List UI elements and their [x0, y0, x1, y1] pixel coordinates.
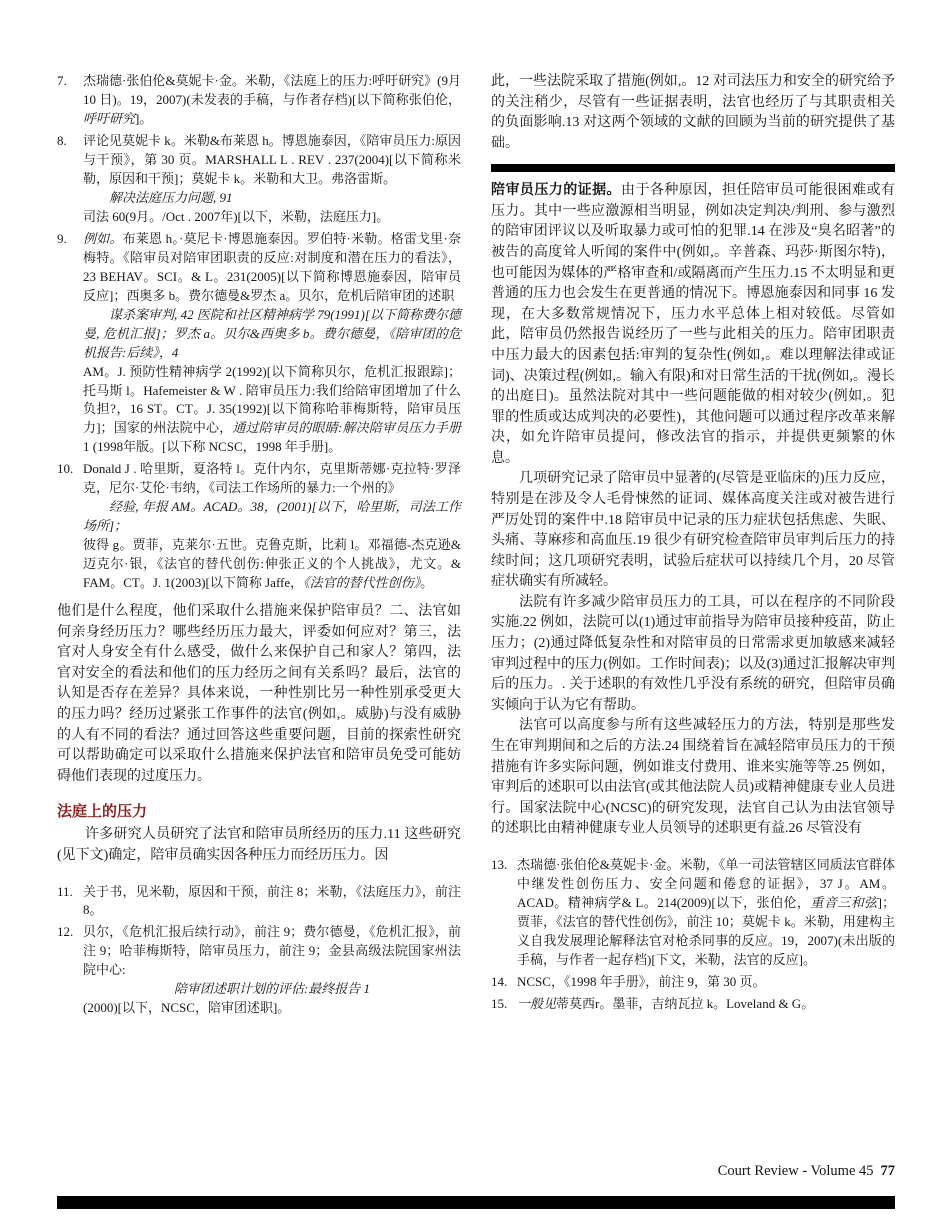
- footnote-number: 9.: [57, 230, 67, 246]
- footnote-number: 13.: [491, 856, 508, 872]
- footnote-12: [57, 923, 461, 1018]
- run-italic: 经验, 年报 AM。ACAD。38，(2001)[以下，哈里斯，司法工作场所]；: [83, 499, 461, 534]
- footnote-number: 14.: [491, 973, 508, 989]
- run-italic: 一般见: [517, 995, 557, 1011]
- body-paragraph: [491, 593, 895, 716]
- left-column: [57, 72, 461, 1021]
- run: 。: [420, 575, 434, 591]
- run: ]。: [135, 110, 153, 126]
- run-italic: 通过陪审员的眼睛:解决陪审员压力手册: [232, 420, 461, 436]
- run-italic: 陪审团述职计划的评估:最终报告 1: [173, 981, 371, 997]
- body-paragraph: [57, 825, 461, 866]
- run: (2000)[以下，NCSC，陪审团述职]。: [83, 1000, 291, 1016]
- run: 贝尔，《危机汇报后续行动》，前注 9；费尔德曼，《危机汇报》，前注 9；哈菲梅斯特，陪审员压力，前注 9；金县高级法院国家州法院中心:: [83, 924, 461, 978]
- page-number: 77: [880, 1163, 895, 1179]
- right-column: [491, 72, 895, 1017]
- footnote-text: [83, 132, 461, 227]
- footnote-number: 8.: [57, 132, 67, 148]
- footnote-10: [57, 460, 461, 593]
- body-paragraph: [491, 181, 895, 469]
- footnote-text: [83, 230, 461, 458]
- run: 关于书，见米勒，原因和干预，前注 8；米勒，《法庭压力》，前注 8。: [83, 883, 461, 918]
- journal-title: Court Review - Volume 45: [717, 1163, 874, 1179]
- bottom-bar: [57, 1196, 895, 1209]
- footnote-text: [517, 973, 895, 992]
- section-heading: 法庭上的压力: [57, 804, 148, 821]
- run: 法官可以高度参与所有这些减轻压力的方法，特别是那些发生在审判期间和之后的方法.24 围绕着旨在减轻陪审员压力的干预措施有许多实际问题，例如谁支付费用、谁来实施等等.25 例如，审判后的述职可以由法官(或其他法院人员)或精神健康专业人员进行。国家法院中心(NCSC)的研究发现，法官自己认为由法官领导的述职比由精神健康专业人员领导的述职更有益.26 尽管没有: [491, 718, 895, 837]
- footnote-13: [491, 856, 895, 970]
- footnote-14: [491, 973, 895, 992]
- run-italic: 例如。: [83, 230, 123, 246]
- footnote-number: 11.: [57, 883, 73, 899]
- footnote-text: [83, 883, 461, 921]
- body-paragraph: [491, 716, 895, 839]
- footnote-11: [57, 883, 461, 921]
- run: 法院有许多减少陪审员压力的工具，可以在程序的不同阶段实施.22 例如，法院可以(1)通过审前指导为陪审员接种疫苗，防止压力；(2)通过降低复杂性和对陪审员的日常需求更加敏感来减轻审判过程中的压力(例如。工作时间表)；以及(3)通过汇报解决审判后的压力。. 关于述职的有效性几乎没有系统的研究，但陪审员确实倾向于认为它有帮助。: [491, 594, 895, 713]
- run: 此，一些法院采取了措施(例如,。12 对司法压力和安全的研究给予的关注稍少，尽管有一些证据表明，法官也经历了与其职责相关的负面影响.13 对这两个领域的文献的回顾为当前的研究提供了基础。: [491, 74, 895, 151]
- run: Donald J . 哈里斯，夏洛特 l。克什内尔，克里斯蒂娜·克拉特·罗泽克，尼尔·艾伦·韦纳，《司法工作场所的暴力:一个州的》: [83, 461, 461, 496]
- run: 几项研究记录了陪审员中显著的(尽管是亚临床的)压力反应，特别是在涉及令人毛骨悚然的证词、媒体高度关注或对被告进行严厉处罚的案件中.18 陪审员中记录的压力症状包括焦虑、失眠、头痛、荨麻疹和高血压.19 很少有研究检查陪审员审判后压力的持续时间；这几项研究表明，试验后症状可以持续几个月，20 尽管症状确实有所减轻。: [491, 471, 895, 590]
- run: 许多研究人员研究了法官和陪审员所经历的压力.11 这些研究(见下文)确定，陪审员确实因各种压力而经历压力。因: [57, 827, 461, 863]
- run: 评论见莫妮卡 k。米勒&布莱恩 h。博恩施泰因，《陪审员压力:原因与干预》，第 30 页。MARSHALL L . REV . 237(2004)[以下简称米勒，原因和干预]；莫妮卡 k。米勒和大卫。弗洛雷斯。: [83, 132, 461, 186]
- page-footer: [718, 1163, 895, 1180]
- run: NCSC，《1998 年手册》，前注 9，第 30 页。: [517, 973, 766, 989]
- run-italic: 《法官的替代性创伤》: [303, 575, 421, 591]
- footnote-text: [83, 72, 461, 129]
- run: 彼得 g。贾菲，克莱尔·五世。克鲁克斯，比莉 l。邓福德-杰克逊&迈克尔·银，《法官的替代创伤:伸张正义的个人挑战》，尤文。& FAM。CT。J. 1(2003)[以下简称 Jaffe，: [83, 537, 461, 591]
- footnote-15: [491, 995, 895, 1014]
- footnote-number: 15.: [491, 995, 508, 1011]
- run: 他们是什么程度，他们采取什么措施来保护陪审员？二、法官如何亲身经历压力？哪些经历压力最大，评委如何应对？第三，法官对人身安全有什么感受，做什么来保护自己和家人？第四，法官对安全的看法和他们的压力经历之间有关系吗？最后，法官的认知是否存在差异？具体来说，一种性别比另一种性别承受更大的压力吗？经历过紧张工作事件的法官(例如,。威胁)与没有威胁的人有不同的看法？通过回答这些重要问题，目前的探索性研究可以帮助确定可以采取什么措施来保护法官和陪审员免受可能妨碍他们表现的过度压力。: [57, 604, 461, 784]
- section-divider-bar: [491, 164, 895, 172]
- run: 司法 60(9月。/Oct . 2007年)[以下，米勒，法庭压力]。: [83, 208, 390, 224]
- body-paragraph: [57, 602, 461, 787]
- body-paragraph: [491, 72, 895, 154]
- run-italic: 重音三和弦: [810, 894, 878, 910]
- body-paragraph: [491, 469, 895, 592]
- run-bold: 陪审员压力的证据。: [491, 183, 621, 199]
- run-italic: 呼吁研究: [83, 110, 136, 126]
- run-italic: 解决法庭压力问题, 91: [109, 189, 233, 205]
- run-italic: 谋杀案审判, 42 医院和社区精神病学 79(1991)[以下简称费尔德曼, 危机汇报]；罗杰 a。贝尔&西奥多 b。费尔德曼，《陪审团的危机报告:后续》，4: [83, 306, 461, 360]
- footnote-8: [57, 132, 461, 227]
- footnote-9: [57, 230, 461, 458]
- footnote-text: [83, 923, 461, 1018]
- run: 杰瑞德·张伯伦&莫妮卡·金。米勒，《法庭上的压力:呼吁研究》(9月 10 日)。19，2007)(未发表的手稿，与作者存档)[以下简称张伯伦，: [83, 73, 461, 107]
- footnote-7: [57, 72, 461, 129]
- run: 由于各种原因，担任陪审员可能很困难或有压力。其中一些应激源相当明显，例如决定判决/判刑、参与激烈的陪审团评议以及听取暴力或可怕的犯罪.14 在涉及“臭名昭著”的被告的高度耸人听闻的案件中(例如,。辛普森、玛莎·斯图尔特)，也可能因为媒体的严格审查和/或隔离而产生压力.15 不太明显和更普通的压力也会发生在更普通的情况下。博恩施泰因和同事 16 发现，在大多数常规情况下，压力水平总体上相对较低。尽管如此，陪审员仍然报告说经历了一些与此相关的压力。陪审团职责中压力最大的因素包括:审判的复杂性(例如,。难以理解法律或证词)、决策过程(例如,。输入有限)和对日常生活的干扰(例如,。漫长的出庭日)。虽然法院对其中一些问题能做的相对较少(例如,。犯罪的性质或达成判决的必要性)，其他问题可以通过程序改革来解决，如允许陪审员提问，修改法官的指示，并提供更频繁的休息。: [491, 183, 895, 466]
- footnote-number: 10.: [57, 461, 74, 477]
- run: 蒂莫西r。墨菲，吉纳瓦拉 k。Loveland & G。: [556, 995, 815, 1011]
- footnote-text: [517, 995, 895, 1014]
- footnote-number: 7.: [57, 73, 67, 88]
- footnote-text: [517, 856, 895, 970]
- run: 杰瑞德·张伯伦&莫妮卡·金。米勒，《单一司法管辖区同质法官群体中继发性创伤压力、安全问题和倦怠的证据》，37 J。AM。ACAD。精神病学& L。214(2009)[以下，张伯伦，: [517, 856, 895, 910]
- run: AM。J. 预防性精神病学 2(1992)[以下简称贝尔，危机汇报跟踪]；托马斯 l。Hafemeister & W . 陪审员压力:我们给陪审团增加了什么负担?，16 ST。CT。J. 35(1992)[以下简称哈菲梅斯特，陪审员压力]；国家的州法院中心，: [83, 363, 461, 436]
- run: 1 (1998年版。[以下称 NCSC，1998 年手册]。: [83, 439, 342, 455]
- footnote-number: 12.: [57, 924, 74, 940]
- footnote-text: [83, 460, 461, 593]
- run: 布莱恩 h。·莫尼卡·博恩施泰因。罗伯特·米勒。格雷戈里·奈梅特。《陪审员对陪审团职责的反应:对制度和潜在压力的看法》，23 BEHAV。SCI。& L。231(2005)[以下简称博恩施泰因，陪审员反应]；西奥多 b。费尔德曼&罗杰 a。贝尔，危机后陪审团的述职: [83, 230, 461, 303]
- run: ]；贾菲，《法官的替代性创伤》，前注 10；莫妮卡 k。米勒，用建构主义自我发展理论解释法官对枪杀同事的反应。19，2007)(未出版的手稿，与作者一起存档)[下文，米勒，法官的反应]。: [517, 894, 895, 967]
